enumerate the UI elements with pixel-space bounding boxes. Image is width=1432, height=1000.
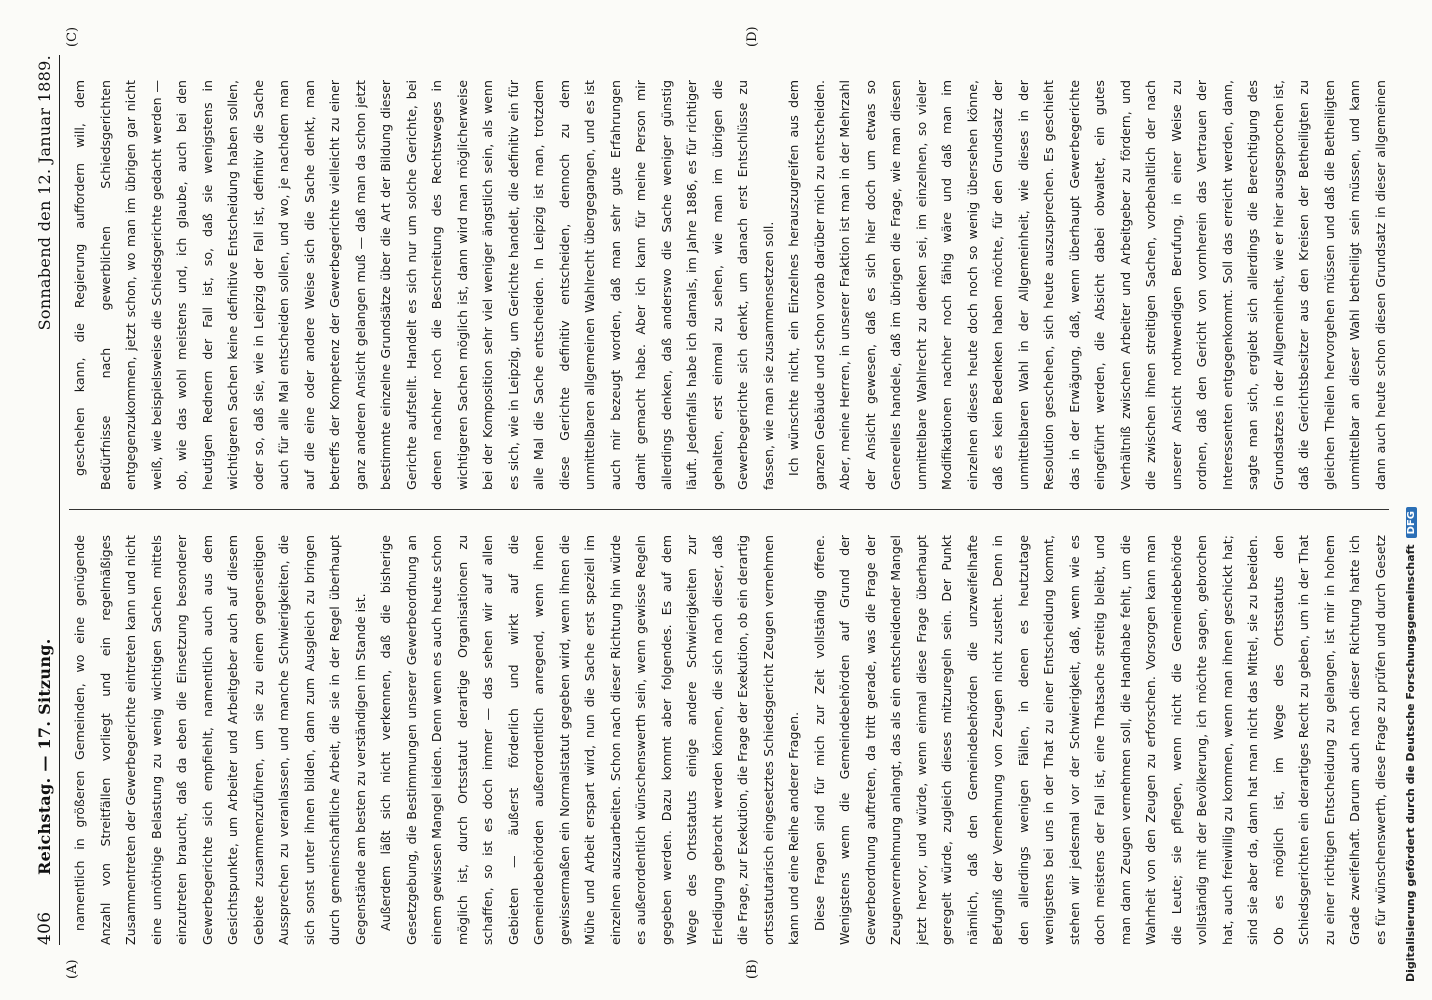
session-date: Sonnabend den 12. Januar 1889.: [35, 55, 54, 331]
page-number: 406: [35, 911, 55, 945]
paragraph: geschehen kann, die Regierung auffordern will, dem Bedürfnisse nach gewerblichen Schiedsgerichten entgegenzukommen, jetzt schon, wo man im übrigen gar nicht weiß, wie beispielsweise die Schiedsgerichte gedacht werden — ob, wie das wohl meistens und, ich glaube, auch bei den heutigen Rednern der Fall ist, so, daß sie wenigstens in wichtigeren Sachen keine definitive Entscheidung haben sollen, oder so, daß sie, wie in Leipzig der Fall ist, definitiv die Sache auch für alle Mal entscheiden sollen, und wo, je nachdem man auf die eine oder andere Weise sich die Sache denkt, man betreffs der Kompetenz der Gewerbegerichte vielleicht zu einer ganz anderen Ansicht gelangen muß — daß man da schon jetzt bestimmte einzelne Grundsätze über die Art der Bildung dieser Gerichte aufstellt. Handelt es sich nur um solche Gerichte, bei denen nachher noch die Beschreitung des Rechtsweges in wichtigeren Sachen möglich ist, dann wird man möglicherweise bei der Komposition sehr viel weniger ängstlich sein, als wenn es sich, wie in Leipzig, um Gerichte handelt, die definitiv ein für alle Mal die Sache entscheiden. In Leipzig ist man, trotzdem diese Gerichte definitiv entscheiden, dennoch zu dem unmittelbaren allgemeinen Wahlrecht übergegangen, und es ist auch mir bezeugt worden, daß man sehr gute Erfahrungen damit gemacht habe. Aber ich kann für meine Person mir allerdings denken, daß anderswo die Sache weniger günstig läuft. Jedenfalls habe ich damals, im Jahre 1886, es für richtiger gehalten, erst einmal zu sehen, wie man im übrigen die Gewerbegerichte sich denkt, um danach erst Entschlüsse zu fassen, wie man sie zusammensetzen soll.: [72, 80, 776, 490]
dfg-logo: DFG: [1406, 507, 1417, 538]
header-rule: [59, 55, 60, 945]
rotated-page-content: [25, 26, 1405, 979]
digitization-credit: [1400, 0, 1430, 1000]
left-column: [67, 535, 1397, 945]
paragraph: Außerdem läßt sich nicht verkennen, daß die bisherige Gesetzgebung, die Bestimmungen unserer Gewerbeordnung an einem gewissen Mangel leiden. Denn wenn es auch heute schon möglich ist, durch Ortsstatut derartige Organisationen zu schaffen, so ist es doch immer — das sehen wir auf allen Gebieten — äußerst förderlich und wirkt auf die Gemeindebehörden außerordentlich anregend, wenn ihnen gewissermaßen ein Normalstatut gegeben wird, wenn ihnen die Mühe und Arbeit erspart wird, nun die Sache erst speziell im einzelnen auszuarbeiten. Schon nach dieser Richtung hin würde es außerordentlich wünschenswerth sein, wenn gewisse Regeln gegeben werden. Dazu kommt aber folgendes. Es auf dem Wege des Ortsstatuts einige andere Schwierigkeiten zur Erledigung gebracht werden können, die sich nach dieser, daß die Frage, zur Exekution, die Frage der Exekution, ob ein derartig ortsstatutarisch eingesetztes Schiedsgericht Zeugen vernehmen kann und eine Reihe anderer Fragen.: [378, 535, 801, 945]
paragraph: Ich wünschte nicht, ein Einzelnes herauszugreifen aus dem ganzen Gebäude und schon vorab darüber mich zu entscheiden. Aber, meine Herren, in unserer Fraktion ist man in der Mehrzahl der Ansicht gewesen, daß es sich hier doch um etwas so Generelles handele, daß im übrigen die Frage, wie man diesen unmittelbare Wahlrecht zu denken sei, im einzelnen, so vieler Modifikationen nachher noch fähig wäre und daß man im einzelnen dieses heute doch noch so wenig übersehen könne, daß es kein Bedenken haben möchte, für den Grundsatz der unmittelbaren Wahl in der Allgemeinheit, wie dieses in der Resolution geschehen, sich heute auszusprechen. Es geschieht das in der Erwägung, daß, wenn überhaupt Gewerbegerichte eingeführt werden, die Absicht dabei obwaltet, ein gutes Verhältniß zwischen Arbeiter und Arbeitgeber zu fördern, und die zwischen ihnen streitigen Sachen, vorbehaltlich der nach unserer Ansicht nothwendigen Berufung, in einer Weise zu ordnen, daß den Gericht von vornherein das Vertrauen der Interessenten entgegenkommt. Soll das erreicht werden, dann, sagte man sich, ergiebt sich allerdings die Berechtigung des Grundsatzes in der Allgemeinheit, wie er hier ausgesprochen ist, daß die Gerichtsbesitzer aus den Kreisen der Betheiligten zu gleichen Theilen hervorgehen müssen und daß die Betheiligten unmittelbar an dieser Wahl betheiligt sein müssen, und kann dann auch heute schon diesen Grundsatz in dieser allgemeinen: [786, 80, 1388, 490]
right-column: [67, 80, 1397, 490]
column-divider: [69, 509, 1389, 510]
margin-marker-a: (A): [65, 959, 80, 979]
margin-marker-d: (D): [745, 26, 760, 47]
page-header: [29, 55, 61, 945]
credit-label: Digitalisierung gefördert durch die Deutsche Forschungsgemeinschaft: [1404, 544, 1417, 982]
credit-text: [1404, 507, 1417, 982]
session-title: Reichstag. — 17. Sitzung.: [35, 638, 54, 875]
margin-marker-c: (C): [65, 26, 80, 47]
paragraph: namentlich in größeren Gemeinden, wo eine genügende Anzahl von Streitfällen vorliegt und ein regelmäßiges Zusammentreten der Gewerbegerichte eintreten kann und nicht eine unnöthige Belastung zu wenig wichtigen Sachen mittels einzutreten braucht, daß da eben die Einsetzung besonderer Gewerbegerichte sich empfiehlt, namentlich auch aus dem Gesichtspunkte, um Arbeiter und Arbeitgeber auch auf diesem Gebiete zusammenzuführen, um sie zu einem gegenseitigen Aussprechen zu veranlassen, und manche Schwierigkeiten, die sich sonst unter ihnen bilden, dann zum Ausgleich zu bringen durch gemeinschaftliche Arbeit, die sie in der Regel überhaupt Gegenstände am besten zu verständigen im Stande ist.: [72, 535, 368, 945]
paragraph: Diese Fragen sind für mich zur Zeit vollständig offene. Wenigstens wenn die Gemeindebehörden auf Grund der Gewerbeordnung auftreten, da tritt gerade, was die Frage der Zeugenvernehmung anlangt, das als ein entscheidender Mangel jetzt hervor, und würde, wenn einmal diese Frage überhaupt geregelt würde, zugleich dieses mitzuregeln sein. Der Punkt nämlich, daß den Gemeindebehörden die unzweifelhafte Befugniß der Vernehmung von Zeugen nicht zusteht. Denn in den allerdings wenigen Fällen, in denen es heutzutage wenigstens bei uns in der That zu einer Entscheidung kommt, stehen wir jedesmal vor der Schwierigkeit, daß, wenn wie es doch meistens der Fall ist, eine Thatsache streitig bleibt, und man dann Zeugen vernehmen soll, die Handhabe fehlt, um die Wahrheit von den Zeugen zu erforschen. Vorsorgen kann man die Leute; sie pflegen, wenn nicht die Gemeindebehörde vollständig mit der Bevölkerung, ich möchte sagen, gebrochen hat, auch freiwillig zu kommen, wenn man ihnen geschickt hat; sind sie aber da, dann hat man nicht das Mittel, sie zu beeiden. Ob es möglich ist, im Wege des Ortsstatuts den Schiedsgerichten ein derartiges Recht zu geben, um in der That zu einer richtigen Entscheidung zu gelangen, ist mir in hohem Grade zweifelhaft. Darum auch nach dieser Richtung hatte ich es für wünschenswerth, diese Frage zu prüfen und durch Gesetz: [811, 535, 1388, 945]
margin-marker-b: (B): [745, 959, 760, 979]
